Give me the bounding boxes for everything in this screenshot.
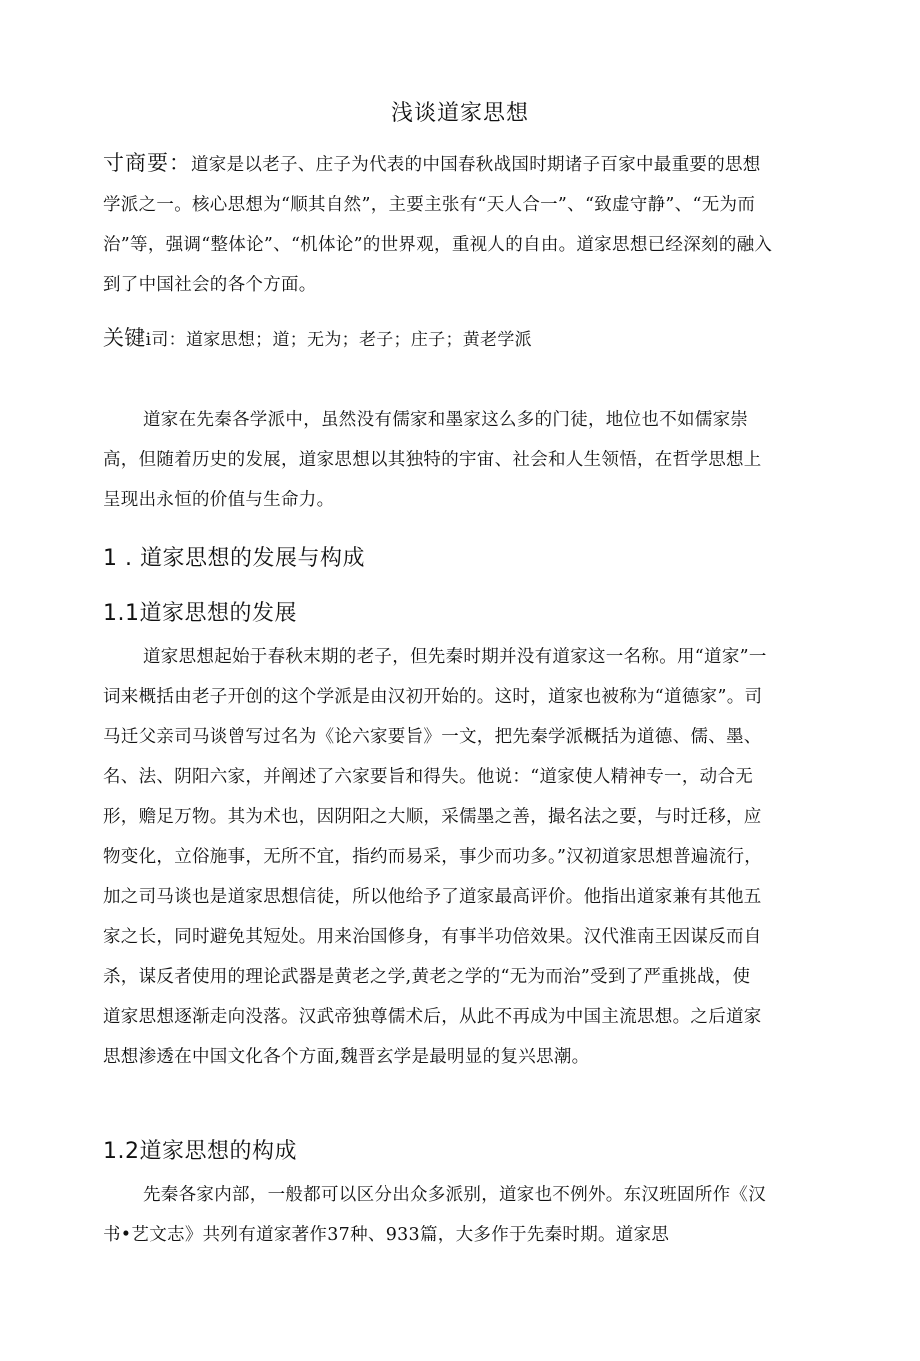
keywords-text: 道家思想；道；无为；老子；庄子；黄老学派 — [185, 330, 532, 350]
subsection-1-1-body: 道家思想起始于春秋末期的老子，但先秦时期并没有道家这一名称。用“道家”一词来概括由老子开创的这个学派是由汉初开始的。这时，道家也被称为“道德家”。司马迁父亲司马谈曾写过名为《论六家要旨》一文，把先秦学派概括为道德、儒、墨、名、法、阴阳六家，并阐述了六家要旨和得失。他说：“道家使人精神专一，动合无形，赡足万物。其为术也，因阴阳之大顺，采儒墨之善，撮名法之要，与时迁移，应物变化，立俗施事，无所不宜，指约而易采，事少而功多。”汉初道家思想普遍流行，加之司马谈也是道家思想信徒，所以他给予了道家最高评价。他指出道家兼有其他五家之长，同时避免其短处。用来治国修身，有事半功倍效果。汉代淮南王因谋反而自杀，谋反者使用的理论武器是黄老之学,黄老之学的“无为而治”受到了严重挑战，使道家思想逐渐走向没落。汉武帝独尊儒术后，从此不再成为中国主流思想。之后道家思想渗透在中国文化各个方面,魏晋玄学是最明显的复兴思潮。 — [103, 647, 767, 1067]
intro-paragraph: 道家在先秦各学派中，虽然没有儒家和墨家这么多的门徒，地位也不如儒家崇高，但随着历史的发展，道家思想以其独特的宇宙、社会和人生领悟，在哲学思想上呈现出永恒的价值与生命力。 — [103, 410, 762, 510]
keywords-label: 关键 — [103, 326, 146, 350]
abstract-text: 道家是以老子、庄子为代表的中国春秋战国时期诸子百家中最重要的思想学派之一。核心思想为“顺其自然”，主要主张有“天人合一”、“致虚守静”、“无为而治”等，强调“整体论”、“机体论”的世界观，重视人的自由。道家思想已经深刻的融入到了中国社会的各个方面。 — [103, 155, 773, 295]
keywords-label-tail: i司： — [145, 330, 186, 350]
section-heading-1: 1 . 道家思想的发展与构成 — [103, 546, 365, 571]
keywords-line — [103, 318, 783, 360]
subsection-heading-1-2: 1.2道家思想的构成 — [103, 1139, 297, 1164]
abstract-label: 寸商要： — [103, 151, 191, 175]
subsection-1-2-body: 先秦各家内部，一般都可以区分出众多派别，道家也不例外。东汉班固所作《汉书•艺文志》共列有道家著作37种、933篇，大多作于先秦时期。道家思 — [103, 1185, 766, 1245]
subsection-heading-1-1: 1.1道家思想的发展 — [103, 601, 297, 626]
abstract-paragraph — [103, 143, 775, 305]
document-title: 浅谈道家思想 — [390, 101, 529, 126]
